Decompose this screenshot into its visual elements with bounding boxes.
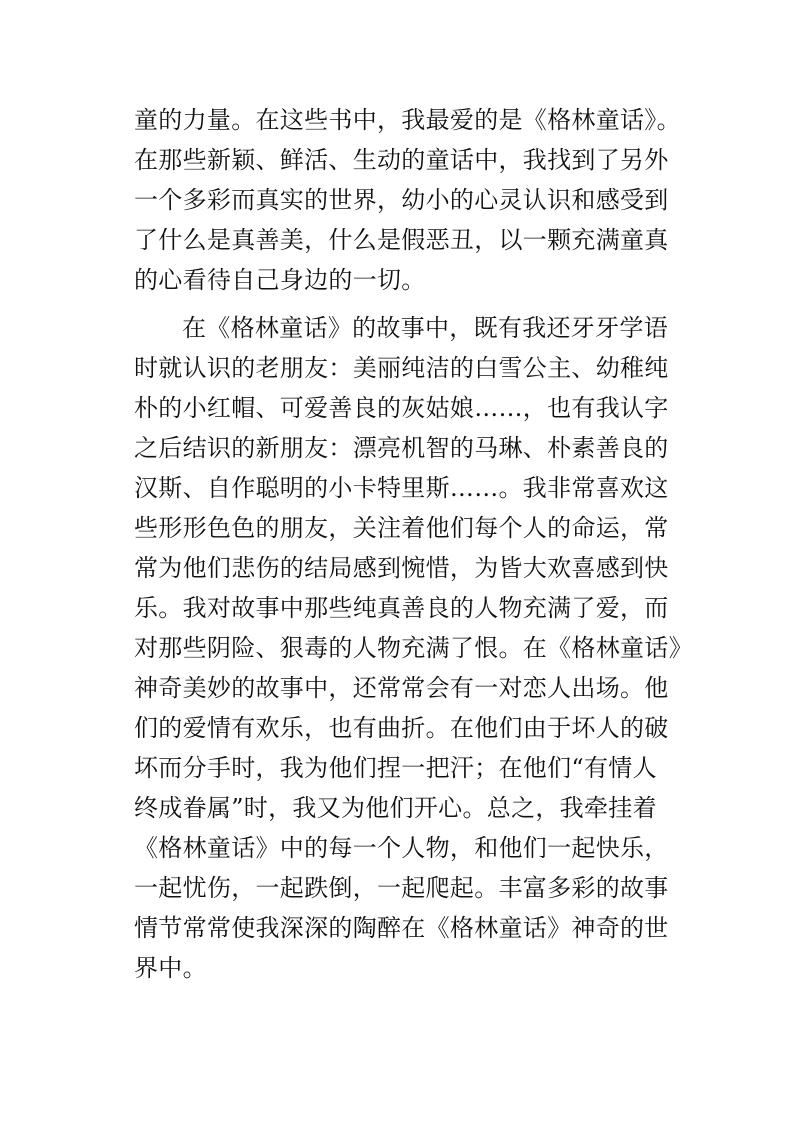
text-line: 情节常常使我深深的陶醉在《格林童话》神奇的世 [134, 914, 669, 942]
text-line: 时就认识的老朋友：美丽纯洁的白雪公主、幼稚纯 [134, 354, 669, 382]
text-line: 汉斯、自作聪明的小卡特里斯……。我非常喜欢这 [134, 474, 669, 502]
text-line: 界中。 [134, 954, 207, 982]
text-line: 之后结识的新朋友：漂亮机智的马琳、朴素善良的 [134, 434, 669, 462]
text-line: 《格林童话》中的每一个人物，和他们一起快乐， [134, 834, 669, 862]
text-line: 终成眷属”时，我又为他们开心。总之，我牵挂着 [134, 794, 657, 822]
text-line: 们的爱情有欢乐，也有曲折。在他们由于坏人的破 [134, 714, 669, 742]
text-line: 一个多彩而真实的世界，幼小的心灵认识和感受到 [134, 186, 669, 214]
text-line: 乐。我对故事中那些纯真善良的人物充满了爱，而 [134, 594, 669, 622]
text-line: 对那些阴险、狠毒的人物充满了恨。在《格林童话》 [134, 634, 693, 662]
text-line: 童的力量。在这些书中，我最爱的是《格林童话》。 [134, 106, 681, 134]
text-line: 了什么是真善美，什么是假恶丑，以一颗充满童真 [134, 226, 669, 254]
paragraph-first-line: 在《格林童话》的故事中，既有我还牙牙学语 [182, 314, 668, 342]
text-line: 朴的小红帽、可爱善良的灰姑娘……，也有我认字 [134, 394, 669, 422]
text-line: 一起忧伤，一起跌倒，一起爬起。丰富多彩的故事 [134, 874, 669, 902]
text-line: 常为他们悲伤的结局感到惋惜，为皆大欢喜感到快 [134, 554, 669, 582]
text-line: 些形形色色的朋友，关注着他们每个人的命运，常 [134, 514, 669, 542]
text-line: 在那些新颖、鲜活、生动的童话中，我找到了另外 [134, 146, 669, 174]
text-line: 的心看待自己身边的一切。 [134, 266, 426, 294]
text-line: 坏而分手时，我为他们捏一把汗；在他们“有情人 [134, 754, 657, 782]
text-line: 神奇美妙的故事中，还常常会有一对恋人出场。他 [134, 674, 669, 702]
